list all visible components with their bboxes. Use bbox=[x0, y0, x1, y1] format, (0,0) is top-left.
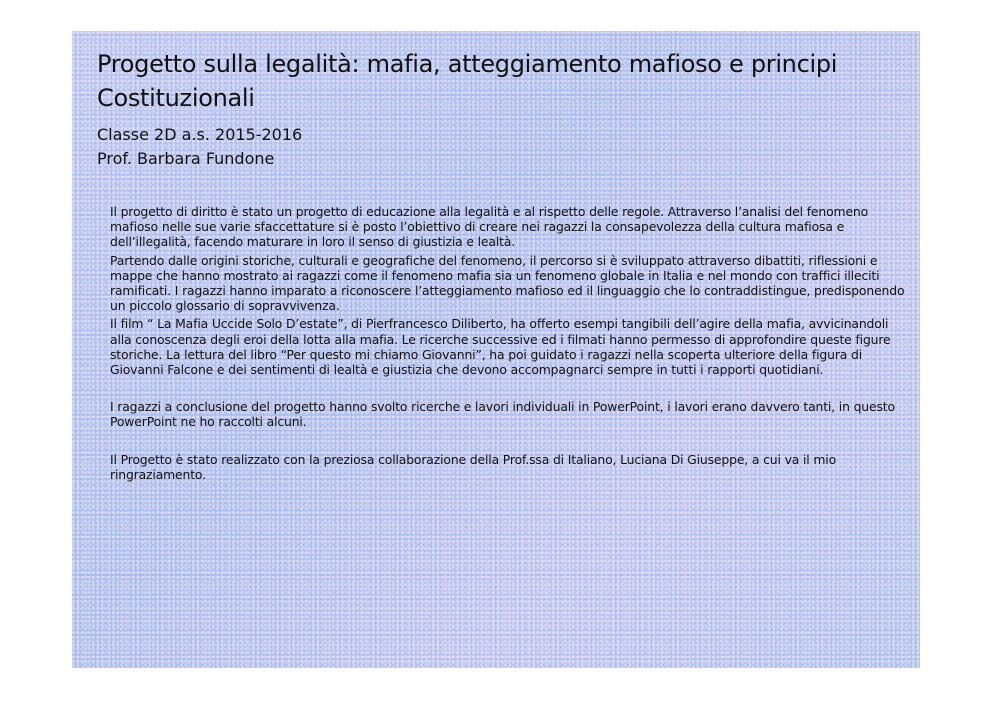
slide-body bbox=[110, 204, 910, 485]
slide bbox=[72, 31, 920, 668]
paragraph-intro: Il progetto di diritto è stato un progetto di educazione alla legalità e al rispetto delle regole. Attraverso l’analisi del fenomeno mafioso nelle sue varie sfaccettature si è posto l’obiettivo di creare nei ragazzi la consapevolezza della cultura mafiosa e dell’illegalità, facendo maturare in loro il senso di giustizia e lealtà. bbox=[110, 204, 869, 250]
class-line: Classe 2D a.s. 2015-2016 bbox=[97, 125, 303, 144]
slide-title: Progetto sulla legalità: mafia, atteggiamento mafioso e principi Costituzionali bbox=[97, 50, 838, 112]
paragraph-origins: Partendo dalle origini storiche, culturali e geografiche del fenomeno, il percorso si è sviluppato attraverso dibattiti, riflessioni e mappe che hanno mostrato ai ragazzi come il fenomeno mafia sia un fenomeno globale in Italia e nel mondo con traffici illeciti ramificati. I ragazzi hanno imparato a riconoscere l’atteggiamento mafioso ed il linguaggio che lo contraddistingue, predisponendo un piccolo glossario di sopravvivenza. bbox=[110, 252, 905, 314]
paragraph-powerpoint: I ragazzi a conclusione del progetto hanno svolto ricerche e lavori individuali in PowerPoint, i lavori erano davvero tanti, in questo PowerPoint ne ho raccolti alcuni. bbox=[110, 399, 895, 430]
paragraph-film: Il film “ La Mafia Uccide Solo D’estate”, di Pierfrancesco Diliberto, ha offerto esempi tangibili dell’agire della mafia, avvicinandoli alla conoscenza degli eroi della lotta alla mafia. Le ricerche successive ed i filmati hanno permesso di approfondire queste figure storiche. La lettura del libro “Per questo mi chiamo Giovanni”, ha poi guidato i ragazzi nella scoperta ulteriore della figura di Giovanni Falcone e dei sentimenti di lealtà e giustizia che devono accompagnarci sempre in tutti i rapporti quotidiani. bbox=[110, 316, 891, 378]
teacher-line: Prof. Barbara Fundone bbox=[97, 149, 275, 168]
paragraph-thanks: Il Progetto è stato realizzato con la preziosa collaborazione della Prof.ssa di Italiano, Luciana Di Giuseppe, a cui va il mio ringraziamento. bbox=[110, 451, 836, 482]
